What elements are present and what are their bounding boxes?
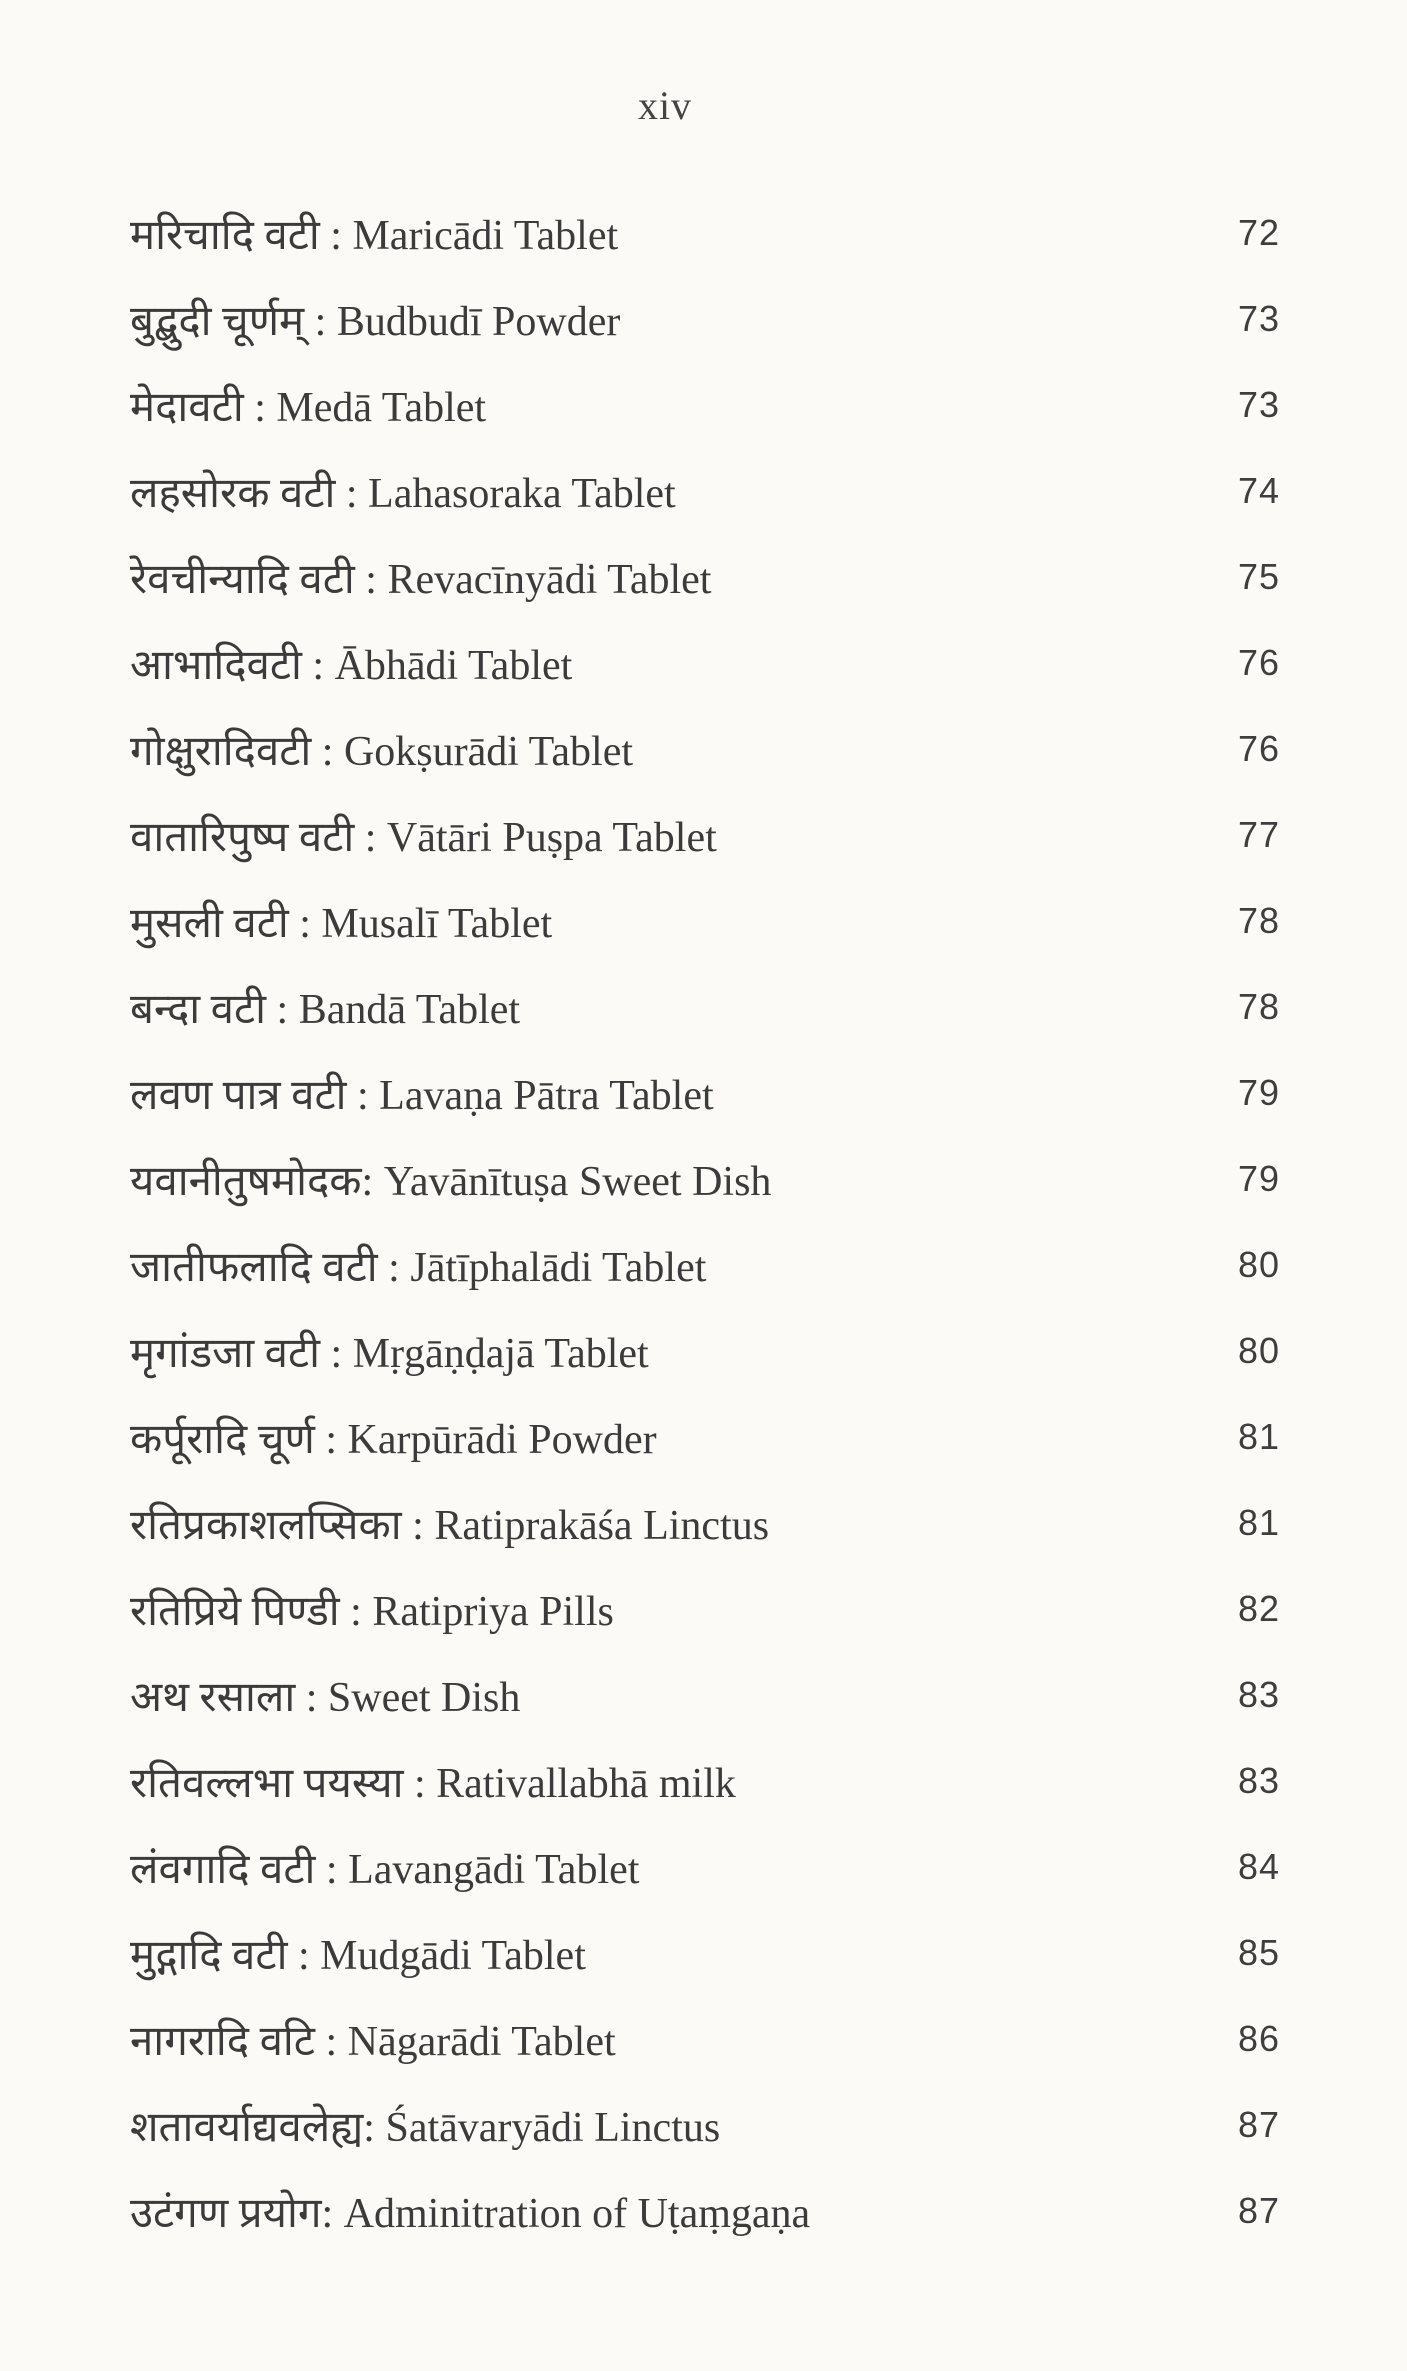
- entry-title: अथ रसाला : Sweet Dish: [130, 1674, 521, 1721]
- entry-title: रतिप्रकाशलप्सिका : Ratiprakāśa Linctus: [130, 1502, 770, 1549]
- entry-title: मुसली वटी : Musalī Tablet: [130, 900, 553, 947]
- toc-row: [130, 878, 1280, 964]
- toc-row: [130, 1566, 1280, 1652]
- toc-row: [130, 1136, 1280, 1222]
- entry-page-number: 77: [1237, 814, 1280, 855]
- toc-row: [130, 1996, 1280, 2082]
- entry-title: वातारिपुष्प वटी : Vātāri Puṣpa Tablet: [130, 814, 717, 861]
- toc-row: [130, 2168, 1280, 2254]
- entry-title: मृगांडजा वटी : Mṛgāṇḍajā Tablet: [130, 1330, 649, 1377]
- toc-row: [130, 620, 1280, 706]
- toc-row: [130, 190, 1280, 276]
- toc-row: [130, 1824, 1280, 1910]
- page-number: xiv: [637, 83, 693, 128]
- toc-row: [130, 1308, 1280, 1394]
- entry-page-number: 83: [1237, 1674, 1280, 1715]
- entry-page-number: 73: [1237, 384, 1280, 425]
- entry-page-number: 79: [1237, 1072, 1280, 1113]
- toc-row: [130, 1910, 1280, 1996]
- toc-row: [130, 534, 1280, 620]
- entry-title: मुद्गादि वटी : Mudgādi Tablet: [130, 1932, 586, 1979]
- entry-title: नागरादि वटि : Nāgarādi Tablet: [130, 2018, 616, 2065]
- entry-page-number: 83: [1237, 1760, 1280, 1801]
- entry-page-number: 81: [1237, 1416, 1280, 1457]
- toc-row: [130, 2082, 1280, 2168]
- entry-page-number: 80: [1237, 1330, 1280, 1371]
- toc-row: [130, 792, 1280, 878]
- entry-title: आभादिवटी : Ābhādi Tablet: [130, 642, 573, 689]
- entry-page-number: 72: [1237, 212, 1280, 253]
- toc-row: [130, 1394, 1280, 1480]
- entry-page-number: 84: [1237, 1846, 1280, 1887]
- entry-page-number: 75: [1237, 556, 1280, 597]
- toc-row: [130, 1652, 1280, 1738]
- entry-page-number: 81: [1237, 1502, 1280, 1543]
- toc-row: [130, 706, 1280, 792]
- entry-page-number: 74: [1237, 470, 1280, 511]
- toc-row: [130, 1222, 1280, 1308]
- entry-page-number: 76: [1237, 728, 1280, 769]
- toc-row: [130, 448, 1280, 534]
- entry-title: शतावर्याद्यवलेह्य: Śatāvaryādi Linctus: [130, 2104, 721, 2151]
- entry-page-number: 73: [1237, 298, 1280, 339]
- toc-row: [130, 1480, 1280, 1566]
- entry-page-number: 87: [1237, 2190, 1280, 2231]
- entry-title: रेवचीन्यादि वटी : Revacīnyādi Tablet: [130, 556, 712, 603]
- entry-page-number: 79: [1237, 1158, 1280, 1199]
- entry-title: गोक्षुरादिवटी : Gokṣurādi Tablet: [130, 728, 633, 775]
- entry-title: जातीफलादि वटी : Jātīphalādi Tablet: [130, 1244, 707, 1291]
- entry-title: लवण पात्र वटी : Lavaṇa Pātra Tablet: [130, 1072, 714, 1119]
- entry-title: लंवगादि वटी : Lavangādi Tablet: [130, 1846, 640, 1893]
- toc-row: [130, 276, 1280, 362]
- entry-title: मेदावटी : Medā Tablet: [130, 384, 487, 431]
- entry-page-number: 86: [1237, 2018, 1280, 2059]
- entry-page-number: 87: [1237, 2104, 1280, 2145]
- entry-title: उटंगण प्रयोग: Adminitration of Uṭaṃgaṇa: [130, 2190, 811, 2237]
- entry-title: मरिचादि वटी : Maricādi Tablet: [130, 212, 619, 259]
- entry-title: लहसोरक वटी : Lahasoraka Tablet: [130, 470, 676, 517]
- entry-title: रतिप्रिये पिण्डी : Ratipriya Pills: [130, 1588, 614, 1635]
- entry-title: कर्पूरादि चूर्ण : Karpūrādi Powder: [130, 1416, 657, 1463]
- entry-title: बुद्बुदी चूर्णम् : Budbudī Powder: [130, 298, 621, 345]
- toc-row: [130, 1738, 1280, 1824]
- entry-title: यवानीतुषमोदक: Yavānītuṣa Sweet Dish: [130, 1158, 772, 1205]
- entry-page-number: 78: [1237, 986, 1280, 1027]
- entry-page-number: 78: [1237, 900, 1280, 941]
- entry-title: रतिवल्लभा पयस्या : Rativallabhā milk: [130, 1760, 736, 1807]
- toc-row: [130, 1050, 1280, 1136]
- toc-row: [130, 362, 1280, 448]
- entry-title: बन्दा वटी : Bandā Tablet: [130, 986, 521, 1033]
- entry-page-number: 82: [1237, 1588, 1280, 1629]
- entry-page-number: 85: [1237, 1932, 1280, 1973]
- toc-row: [130, 964, 1280, 1050]
- table-of-contents: [130, 190, 1280, 2254]
- entry-page-number: 76: [1237, 642, 1280, 683]
- entry-page-number: 80: [1237, 1244, 1280, 1285]
